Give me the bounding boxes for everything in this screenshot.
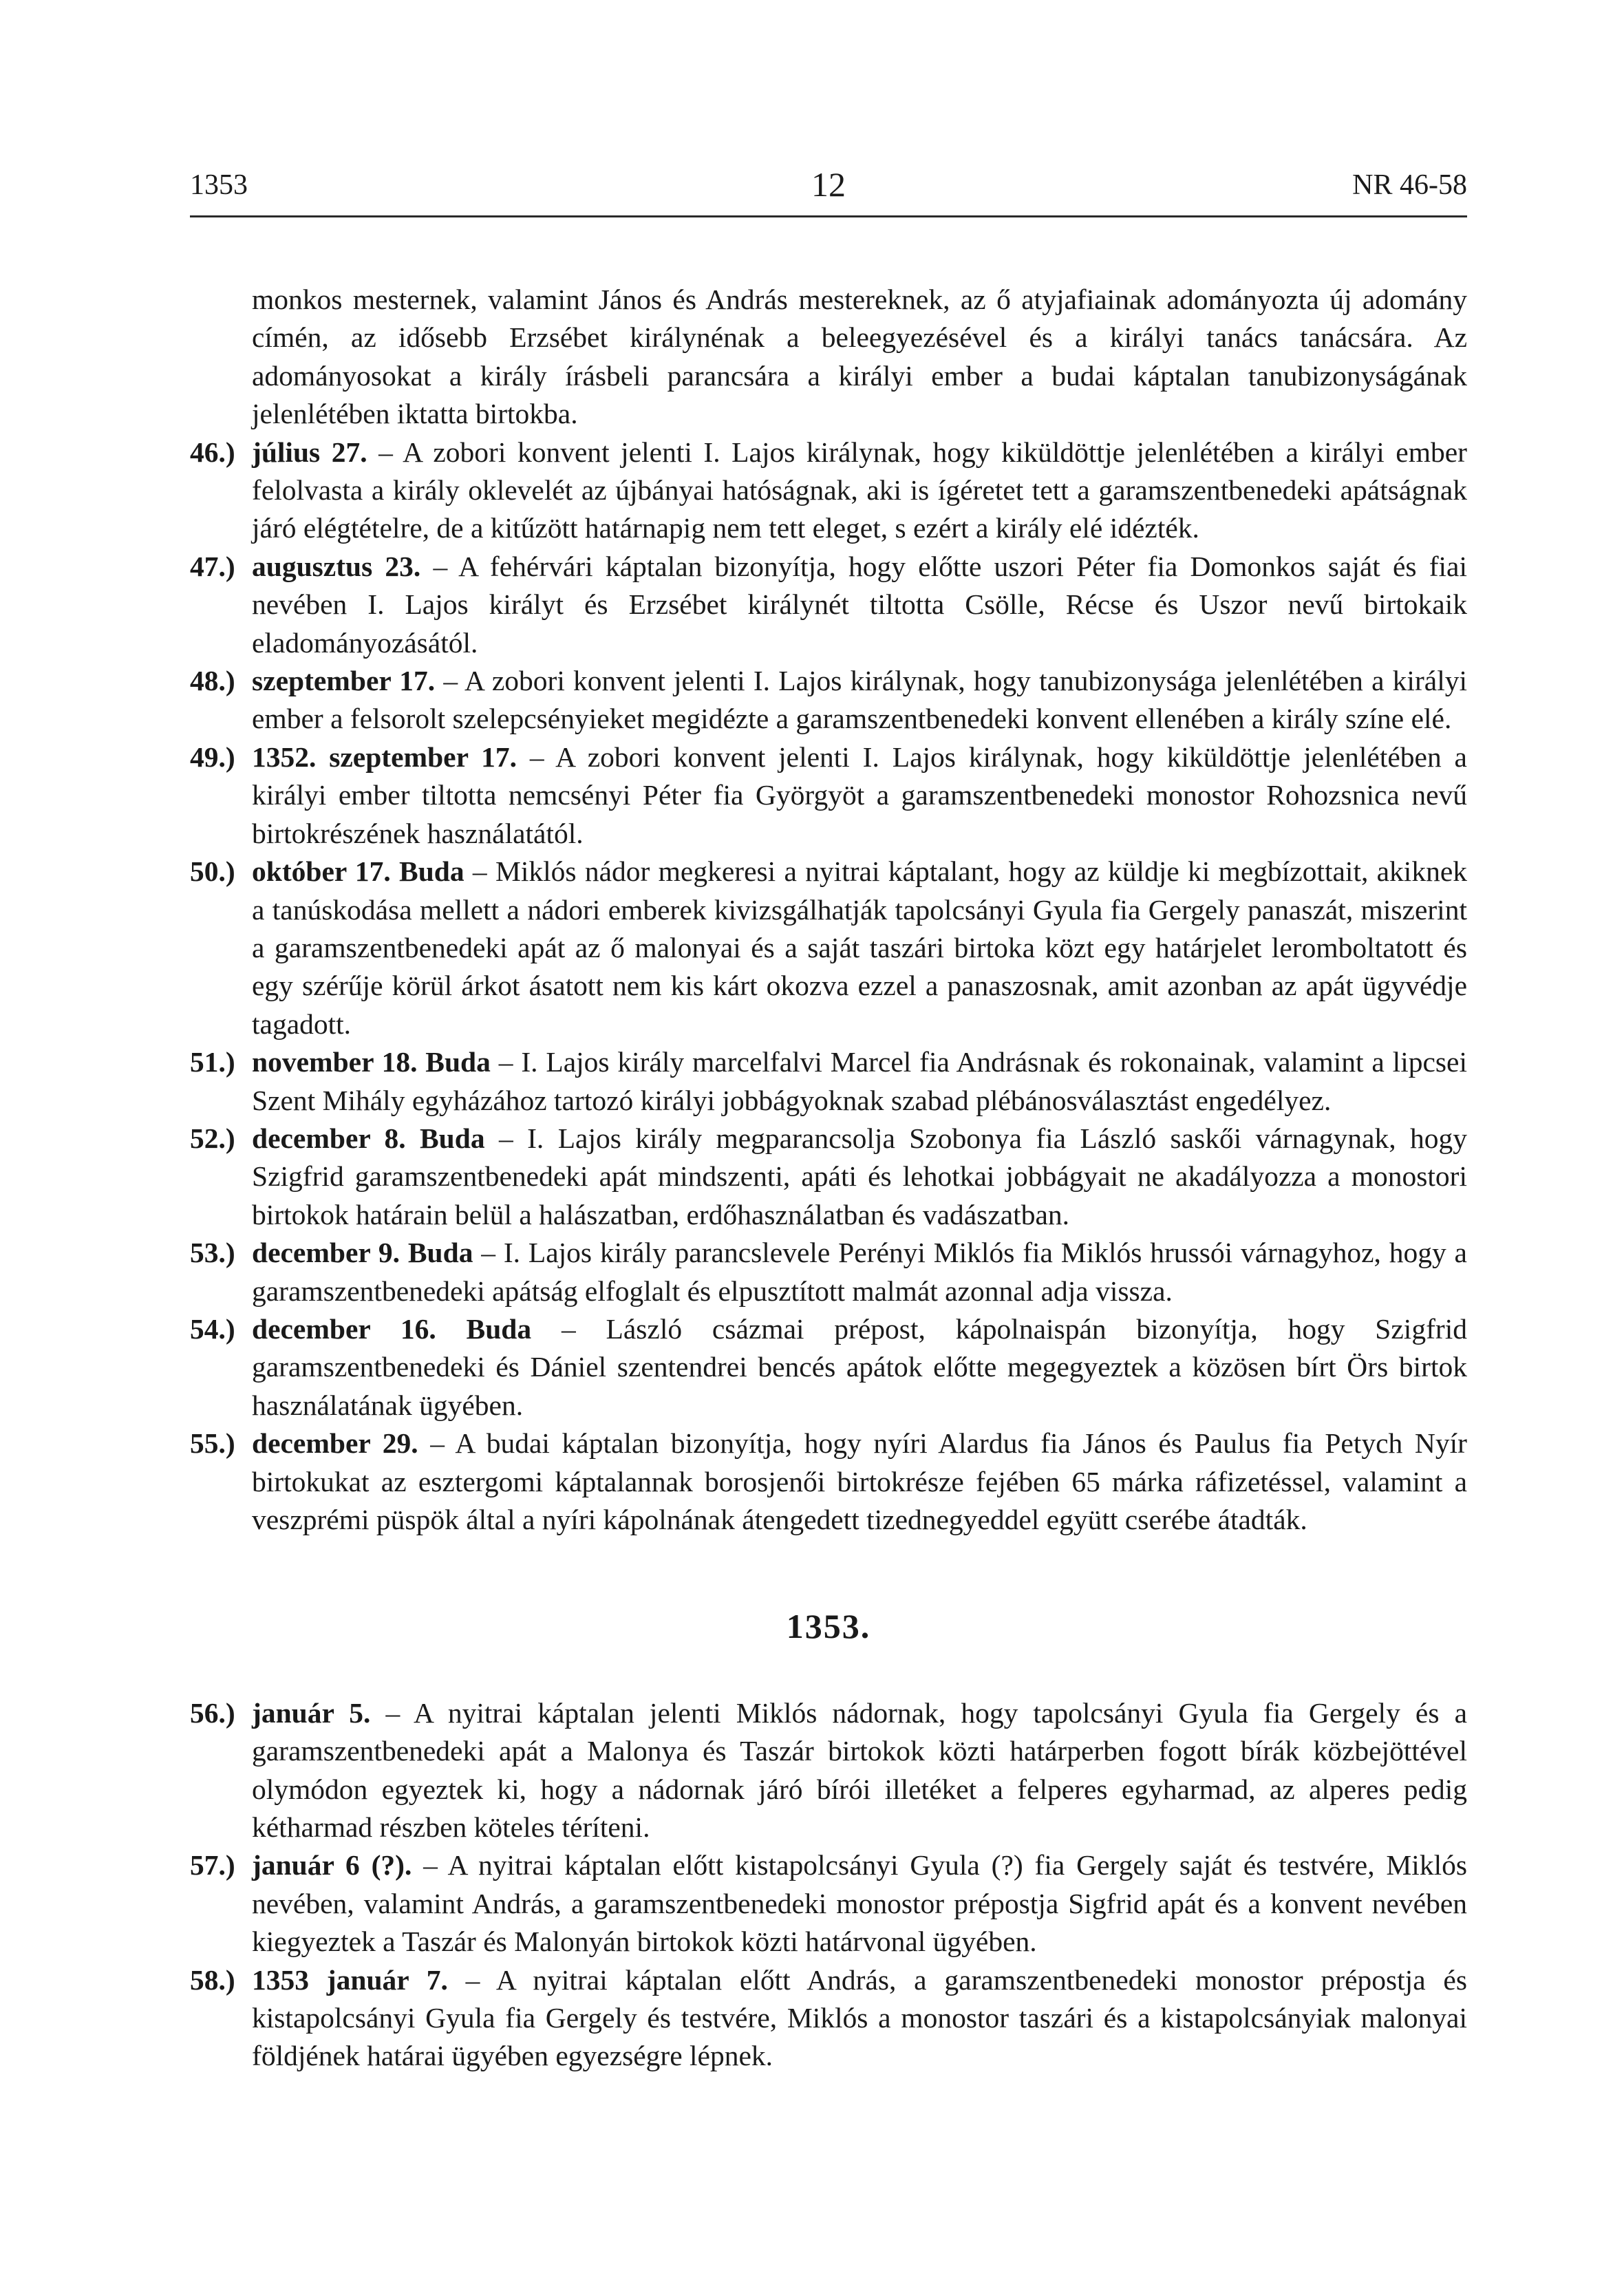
- running-head: [190, 165, 1467, 210]
- entry-date: december 29.: [252, 1427, 418, 1460]
- entry-date: november 18.: [252, 1046, 418, 1078]
- entry-text: – A fehérvári káptalan bizonyítja, hogy előtte uszori Péter fia Domonkos saját és fiai nevében I. Lajos királyt és Erzsébet királynét tiltotta Csölle, Récse és Uszor nevű birtokaik eladományozásától.: [252, 550, 1467, 659]
- entry-date: 1353 január 7.: [252, 1963, 448, 1996]
- entry: [190, 1694, 1467, 1847]
- entry: [190, 1043, 1467, 1120]
- entry-number: 57.): [190, 1849, 235, 1881]
- entry-text: – I. Lajos király parancslevele Perényi Miklós fia Miklós hrussói várnagyhoz, hogy a garamszentbenedeki apátság elfoglalt és elpusztított malmát azonnal adja vissza.: [252, 1237, 1467, 1307]
- entry-place: Buda: [407, 1237, 473, 1269]
- entry-number: 52.): [190, 1122, 235, 1154]
- entry-number: 46.): [190, 436, 235, 468]
- entry-date: január 6 (?).: [252, 1849, 412, 1881]
- entry-place: Buda: [399, 855, 464, 888]
- entry-number: 49.): [190, 740, 235, 773]
- entry-number: 53.): [190, 1237, 235, 1269]
- entry-date: július 27.: [252, 436, 367, 468]
- entry-place: Buda: [466, 1312, 532, 1345]
- entry-number: 58.): [190, 1963, 235, 1996]
- entry-date: október 17.: [252, 855, 391, 888]
- entry: [190, 853, 1467, 1043]
- entry: [190, 548, 1467, 662]
- entry: [190, 1310, 1467, 1425]
- entry-number: 48.): [190, 665, 235, 697]
- entry-number: 47.): [190, 550, 235, 582]
- entry-date: január 5.: [252, 1696, 371, 1729]
- entry-date: december 9.: [252, 1237, 400, 1269]
- entry-number: 50.): [190, 855, 235, 888]
- entry-date: 1352. szeptember 17.: [252, 740, 517, 773]
- entry-text: – Miklós nádor megkeresi a nyitrai káptalant, hogy az küldje ki megbízottait, akiknek a tanúskodása mellett a nádori emberek kivizsgálhatják tapolcsányi Gyula fia Gergely panaszát, miszerint a garamszentbenedeki apát az ő malonyai és a saját taszári birtoka közt egy határjelet leromboltatott és egy szérűje körül árkot ásatott nem kis kárt okozva ezzel a panaszosnak, amit azonban az apát ügyvédje tagadott.: [252, 855, 1468, 1040]
- entry-place: Buda: [425, 1046, 491, 1078]
- entry-text: – A nyitrai káptalan előtt kistapolcsányi Gyula (?) fia Gergely saját és testvére, Miklós nevében, valamint András, a garamszentbenedeki monostor prépostja Sigfrid apát és a konvent nevében kiegyeztek a Taszár és Malonyán birtokok közti határvonal ügyében.: [252, 1849, 1468, 1958]
- document-body: [190, 281, 1467, 2076]
- entry-date: szeptember 17.: [252, 665, 436, 697]
- section-year-heading: 1353.: [786, 1607, 871, 1646]
- entry: [190, 1846, 1467, 1961]
- entry-text: – A nyitrai káptalan jelenti Miklós nádornak, hogy tapolcsányi Gyula fia Gergely és a garamszentbenedeki apát a Malonya és Taszár birtokok közti határperben fogott bírák közbejöttével olymódon egyeztek ki, hogy a nádornak járó bírói illetéket a felperes egyharmad, az alperes pedig kétharmad részben köteles téríteni.: [252, 1696, 1468, 1844]
- entry-number: 56.): [190, 1696, 235, 1729]
- continuation-paragraph: monkos mesternek, valamint János és András mestereknek, az ő atyjafiainak adományozta új adomány címén, az idősebb Erzsébet királynénak a beleegyezésével és a királyi tanács tanácsára. Az adományosokat a király írásbeli parancsára a királyi ember a budai káptalan tanubizonyságának jelenlétében iktatta birtokba.: [252, 284, 1467, 430]
- header-rule: [190, 215, 1467, 217]
- entry: [190, 1961, 1467, 2076]
- page-number: 12: [811, 165, 846, 204]
- entry-text: – László csázmai prépost, kápolnaispán bizonyítja, hogy Szigfrid garamszentbenedeki és Dániel szentendrei bencés apátok előtte megegyeztek a közösen bírt Örs birtok használatának ügyében.: [252, 1312, 1468, 1421]
- entry-number: 51.): [190, 1046, 235, 1078]
- entry: [190, 1425, 1467, 1539]
- entry-text: – A zobori konvent jelenti I. Lajos királynak, hogy kiküldöttje jelenlétében a királyi ember tiltotta nemcsényi Péter fia Györgyöt a garamszentbenedeki monostor Rohozsnica nevű birtokrészének használatától.: [252, 740, 1467, 849]
- entry: [190, 738, 1467, 853]
- entry-date: augusztus 23.: [252, 550, 421, 582]
- entries-1352: [190, 434, 1467, 1539]
- entry-text: – A zobori konvent jelenti I. Lajos királynak, hogy tanubizonysága jelenlétében a királyi ember a felsorolt szelepcsényieket megidézte a garamszentbenedeki konvent ellenében a király színe elé.: [252, 665, 1468, 735]
- entry: [190, 662, 1467, 738]
- entry-text: – A nyitrai káptalan előtt András, a garamszentbenedeki monostor prépostja és kistapolcsányi Gyula fia Gergely és testvére, Miklós a monostor taszári és a kistapolcsányiak malonyai földjének határai ügyében egyezségre lépnek.: [252, 1963, 1467, 2072]
- header-year: 1353: [190, 169, 248, 201]
- entry: [190, 1120, 1467, 1234]
- entry-date: december 8.: [252, 1122, 406, 1154]
- entry-text: – A zobori konvent jelenti I. Lajos királynak, hogy kiküldöttje jelenlétében a királyi ember felolvasta a király oklevelét az újbányai hatóságnak, aki is ígéretet tett a garamszentbenedeki apátságnak járó elégtételre, de a kitűzött határnapig nem tett eleget, s ezért a király elé idézték.: [252, 436, 1467, 544]
- header-range: NR 46-58: [1352, 169, 1467, 201]
- entry-text: – I. Lajos király marcelfalvi Marcel fia Andrásnak és rokonainak, valamint a lipcsei Szent Mihály egyházához tartozó királyi jobbágyoknak szabad plébánosválasztást engedélyez.: [252, 1046, 1468, 1116]
- entry-number: 54.): [190, 1312, 235, 1345]
- entry: [190, 434, 1467, 548]
- entry-text: – A budai káptalan bizonyítja, hogy nyíri Alardus fia János és Paulus fia Petych Nyír birtokukat az esztergomi káptalannak borosjenői birtokrésze fejében 65 márka ráfizetéssel, valamint a veszprémi püspök által a nyíri kápolnának átengedett tizednegyeddel együtt cserébe átadták.: [252, 1427, 1467, 1535]
- entry-place: Buda: [419, 1122, 485, 1154]
- entry: [190, 1234, 1467, 1310]
- entry-number: 55.): [190, 1427, 235, 1460]
- entry-date: december 16.: [252, 1312, 436, 1345]
- entry-text: – I. Lajos király megparancsolja Szobonya fia László saskői várnagynak, hogy Szigfrid garamszentbenedeki apát mindszenti, apáti és lehotkai jobbágyait ne akadályozza a monostori birtokok határain belül a halászatban, erdőhasználatban és vadászatban.: [252, 1122, 1467, 1230]
- entries-1353: [190, 1694, 1467, 2076]
